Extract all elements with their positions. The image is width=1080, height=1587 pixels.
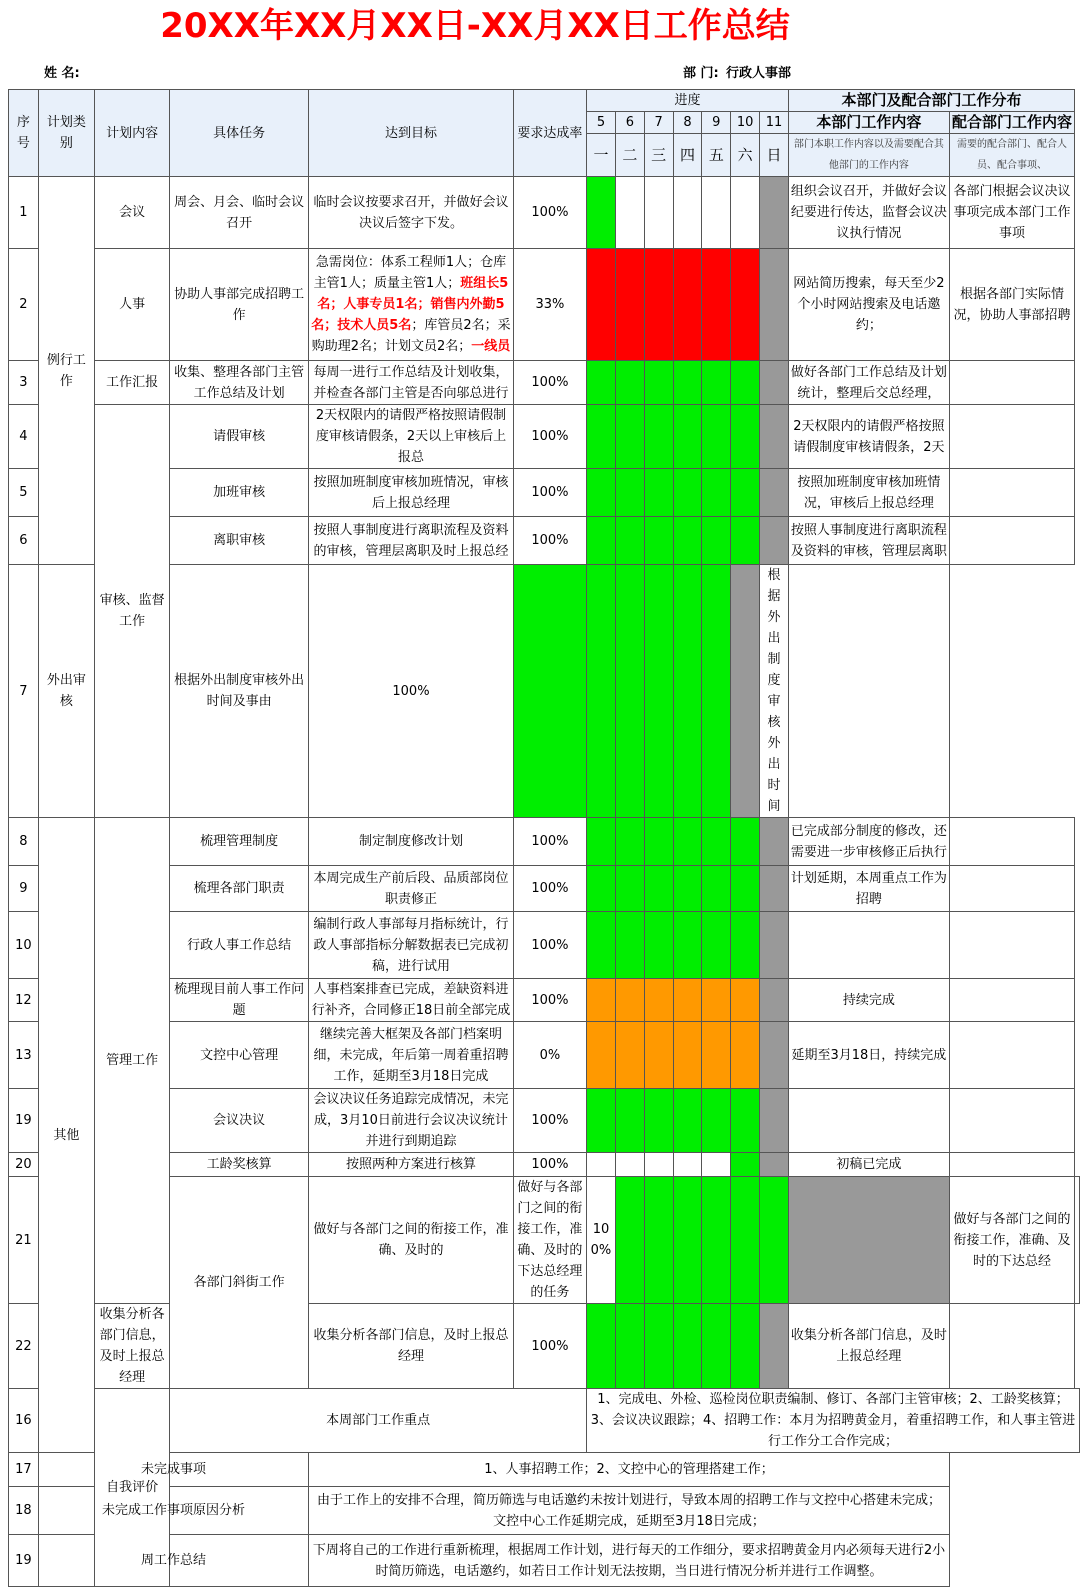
progress-cell [760,517,789,565]
day-num: 5 [587,112,616,134]
row-coop-work [949,979,1074,1022]
progress-cell [644,818,673,866]
table-row [9,565,1080,818]
table-row [9,979,1080,1022]
row-seq: 9 [9,866,39,912]
row-goal: 每周一进行工作总结及计划收集，并检查各部门主管是否向邬总进行 [309,361,514,405]
progress-cell [615,979,644,1022]
progress-cell [731,177,760,249]
eval-seq: 17 [9,1453,39,1487]
eval-label: 未完成事项 [38,1453,308,1487]
row-rate: 100% [513,1304,586,1389]
progress-cell [615,361,644,405]
content-meeting: 会议 [95,177,170,249]
progress-cell [760,1022,789,1089]
progress-cell [673,361,702,405]
progress-cell [731,866,760,912]
progress-cell [760,912,789,979]
progress-cell [587,866,616,912]
progress-cell [673,912,702,979]
row-own-work: 初稿已完成 [788,1153,949,1177]
progress-cell [760,1304,789,1389]
row-seq: 19 [9,1089,39,1153]
row-goal: 按照人事制度进行离职流程及资料的审核，管理层离职及时上报总经 [309,517,514,565]
day-cn: 日 [760,134,789,177]
table-row [9,1304,1080,1389]
progress-cell [702,517,731,565]
row-coop-work: 根据各部门实际情况，协助人事部招聘 [949,249,1074,361]
progress-cell [673,818,702,866]
row-own-work: 做好与各部门之间的衔接工作，准确、及时的下达总经 [949,1177,1074,1304]
table-row [9,1089,1080,1153]
progress-cell [731,565,760,818]
progress-cell [731,979,760,1022]
progress-cell [615,177,644,249]
row-goal: 人事档案排查已完成，差缺资料进行补齐，合同修正18日前全部完成 [309,979,514,1022]
progress-cell [731,1089,760,1153]
row-seq: 1 [9,177,39,249]
progress-cell [587,1089,616,1153]
page-title: 20XX年XX月XX日-XX月XX日工作总结 [160,6,790,46]
progress-cell [673,1304,702,1389]
row-own-work: 做好各部门工作总结及计划统计，整理后交总经理， [788,361,949,405]
row-own-work: 计划延期，本周重点工作为招聘 [788,866,949,912]
category-other: 其他 [38,818,94,1453]
progress-cell [673,177,702,249]
row-task: 收集分析各部门信息，及时上报总经理 [95,1304,170,1389]
row-goal: 临时会议按要求召开，并做好会议决议后签字下发。 [309,177,514,249]
progress-cell [644,1022,673,1089]
progress-cell [760,1177,789,1304]
eval-text: 1、人事招聘工作；2、文控中心的管理搭建工作； [309,1453,950,1487]
progress-cell [644,912,673,979]
progress-cell [760,177,789,249]
progress-cell [615,565,644,818]
progress-cell [644,405,673,469]
progress-cell [673,517,702,565]
row-coop-work [949,866,1074,912]
row-rate: 100% [513,177,586,249]
row-task: 收集、整理各部门主管工作总结及计划 [170,361,309,405]
header-coop-work: 配合部门工作内容 [949,112,1074,134]
progress-cell [731,1177,760,1304]
row-coop-work: 各部门根据会议决议事项完成本部门工作事项 [949,177,1074,249]
dept-label: 部 门: [683,66,719,81]
progress-cell [731,361,760,405]
progress-cell [615,249,644,361]
table-row [9,249,1080,361]
progress-cell [731,1022,760,1089]
row-rate: 100% [513,912,586,979]
progress-cell [731,1153,760,1177]
progress-cell [615,1022,644,1089]
row-own-work [788,1089,949,1153]
row-seq: 7 [9,565,39,818]
row-coop-work [949,1153,1074,1177]
header-distribution: 本部门及配合部门工作分布 [788,90,1074,112]
goal-highlight: 班组长5名；人事专员1名；销售内外勤5名；技术人员5名 [311,276,509,333]
day-cn: 二 [615,134,644,177]
progress-cell [587,818,616,866]
eval-label: 周工作总结 [38,1535,308,1587]
progress-cell [587,517,616,565]
progress-cell [702,405,731,469]
row-seq: 10 [9,912,39,979]
row-coop-work [949,469,1074,517]
row-goal: 继续完善大框架及各部门档案明细，未完成，年后第一周着重招聘工作，延期至3月18日完成 [309,1022,514,1089]
content-mgmt: 管理工作 [95,818,170,1304]
day-cn: 三 [644,134,673,177]
progress-cell [702,1304,731,1389]
row-seq: 12 [9,979,39,1022]
eval-label: 未完成工作事项原因分析 [38,1487,308,1535]
progress-cell [644,517,673,565]
progress-cell [702,249,731,361]
row-seq: 22 [9,1304,39,1389]
progress-cell [702,979,731,1022]
row-rate: 100% [513,405,586,469]
row-own-work: 已完成部分制度的修改，还需要进一步审核修正后执行 [788,818,949,866]
progress-cell [615,469,644,517]
table-row [9,1153,1080,1177]
progress-cell [731,912,760,979]
day-num: 6 [615,112,644,134]
row-own-work: 按照人事制度进行离职流程及资料的审核，管理层离职 [788,517,949,565]
row-coop-work [949,517,1074,565]
day-cn: 六 [731,134,760,177]
row-seq: 8 [9,818,39,866]
progress-cell [587,1153,616,1177]
progress-cell [731,405,760,469]
row-task: 文控中心管理 [170,1022,309,1089]
eval-text: 下周将自己的工作进行重新梳理，根据周工作计划，进行每天的工作细分，要求招聘黄金月内必须每天进行2小时简历筛选，电话邀约，如若日工作计划无法按期，当日进行情况分析并进行工作调整。 [309,1535,950,1587]
row-goal: 2天权限内的请假严格按照请假制度审核请假条，2天以上审核后上报总 [309,405,514,469]
progress-cell [760,469,789,517]
eval-seq: 19 [9,1535,39,1587]
day-num: 8 [673,112,702,134]
progress-cell [587,912,616,979]
header-category: 计划类别 [38,90,94,177]
progress-cell [760,979,789,1022]
progress-cell [615,1153,644,1177]
row-seq: 3 [9,361,39,405]
progress-cell [644,565,673,818]
progress-cell [615,1089,644,1153]
row-goal: 制定制度修改计划 [309,818,514,866]
progress-cell [587,405,616,469]
category-self-eval: 自我评价 [95,1389,170,1587]
progress-cell [644,177,673,249]
progress-cell [731,517,760,565]
header-task: 具体任务 [170,90,309,177]
goal-highlight: 一线员 [471,339,511,354]
row-own-work: 组织会议召开，并做好会议纪要进行传达，监督会议决议执行情况 [788,177,949,249]
eval-row [9,1535,1080,1587]
progress-cell [644,1177,673,1304]
header-progress: 进度 [587,90,789,112]
progress-cell [760,249,789,361]
progress-cell [513,565,586,818]
row-rate: 100% [587,1177,616,1304]
progress-cell [644,249,673,361]
content-coord: 各部门斜街工作 [170,1177,309,1389]
goal-part: ；库管员2名；采购助理2名；计划文员2名； [311,318,511,354]
progress-cell [673,979,702,1022]
category-routine: 例行工作 [38,177,94,565]
day-num: 7 [644,112,673,134]
row-own-work: 网站简历搜索，每天至少2个小时网站搜索及电话邀约； [788,249,949,361]
row-goal: 按照两种方案进行核算 [309,1153,514,1177]
row-rate: 100% [513,361,586,405]
progress-cell [587,1304,616,1389]
row-coop-work [949,912,1074,979]
header-coop-desc: 需要的配合部门、配合人员、配合事项、 [949,134,1074,177]
day-cn: 四 [673,134,702,177]
progress-cell [702,1177,731,1304]
row-goal: 根据外出制度审核外出时间及事由 [170,565,309,818]
progress-cell [587,249,616,361]
progress-cell [702,866,731,912]
row-own-work: 收集分析各部门信息，及时上报总经理 [788,1304,949,1389]
row-coop-work [949,818,1074,866]
row-task: 请假审核 [170,405,309,469]
row-rate: 33% [513,249,586,361]
row-rate: 100% [513,517,586,565]
content-report: 工作汇报 [95,361,170,405]
row-task: 行政人事工作总结 [170,912,309,979]
progress-cell [673,1177,702,1304]
content-hr: 人事 [95,249,170,361]
day-num: 11 [760,112,789,134]
progress-cell [731,469,760,517]
table-row [9,405,1080,469]
row-seq: 21 [9,1177,39,1304]
progress-cell [760,866,789,912]
row-seq: 13 [9,1022,39,1089]
row-task: 梳理现目前人事工作问题 [170,979,309,1022]
progress-cell [760,1153,789,1177]
row-own-work: 延期至3月18日，持续完成 [788,1022,949,1089]
progress-cell [673,565,702,818]
row-seq: 2 [9,249,39,361]
progress-cell [587,565,616,818]
progress-cell [644,1153,673,1177]
table-row [9,1177,1080,1304]
row-coop-work [949,405,1074,469]
row-task: 协助人事部完成招聘工作 [170,249,309,361]
progress-cell [644,866,673,912]
header-rate: 要求达成率 [513,90,586,177]
row-coop-work [949,1089,1074,1153]
table-row [9,1022,1080,1089]
progress-cell [673,866,702,912]
progress-cell [760,361,789,405]
row-goal: 会议决议任务追踪完成情况，未完成，3月10日前进行会议决议统计并进行到期追踪 [309,1089,514,1153]
header-own-desc: 部门本职工作内容以及需要配合其他部门的工作内容 [788,134,949,177]
row-task: 梳理各部门职责 [170,866,309,912]
eval-text: 由于工作上的安排不合理，简历筛选与电话邀约未按计划进行，导致本周的招聘工作与文控中心搭建未完成；文控中心工作延期完成，延期至3月18日完成； [309,1487,950,1535]
row-task: 会议决议 [170,1089,309,1153]
row-rate: 0% [513,1022,586,1089]
row-coop-work [949,1304,1074,1389]
progress-cell [702,177,731,249]
progress-cell [587,1022,616,1089]
progress-cell [587,979,616,1022]
row-seq: 6 [9,517,39,565]
progress-cell [673,1089,702,1153]
goal-part: 急需岗位：体系工程师1人；仓库主管1人；质量主管1人； [313,255,507,291]
eval-row [9,1389,1080,1453]
row-own-work: 2天权限内的请假严格按照请假制度审核请假条，2天 [788,405,949,469]
eval-text: 1、完成电、外检、巡检岗位职责编制、修订、各部门主管审核；2、工龄奖核算；3、会议决议跟踪；4、招聘工作：本月为招聘黄金月，着重招聘工作，和人事主管进行工作分工合作完成； [587,1389,1080,1453]
table-row [9,517,1080,565]
progress-cell [702,361,731,405]
row-task: 离职审核 [170,517,309,565]
row-rate: 100% [309,565,514,818]
day-num: 9 [702,112,731,134]
eval-row [9,1487,1080,1535]
progress-cell [760,405,789,469]
row-goal: 本周完成生产前后段、品质部岗位职责修正 [309,866,514,912]
row-goal: 编制行政人事部每月指标统计，行政人事部指标分解数据表已完成初稿，进行试用 [309,912,514,979]
progress-cell [702,912,731,979]
progress-cell [731,249,760,361]
progress-cell [788,1177,949,1304]
row-rate: 100% [513,469,586,517]
eval-label: 本周部门工作重点 [170,1389,587,1453]
table-row [9,361,1080,405]
header-content: 计划内容 [95,90,170,177]
eval-seq: 18 [9,1487,39,1535]
table-row [9,469,1080,517]
row-seq: 5 [9,469,39,517]
progress-cell [587,361,616,405]
row-own-work: 按照加班制度审核加班情况，审核后上报总经理 [788,469,949,517]
progress-cell [615,1304,644,1389]
progress-cell [615,405,644,469]
progress-cell [615,866,644,912]
progress-cell [644,979,673,1022]
progress-cell [615,818,644,866]
row-own-work [788,912,949,979]
day-num: 10 [731,112,760,134]
row-task: 加班审核 [170,469,309,517]
row-seq: 4 [9,405,39,469]
row-task: 做好与各部门之间的衔接工作，准确、及时的 [309,1177,514,1304]
eval-row [9,1453,1080,1487]
row-task: 工龄奖核算 [170,1153,309,1177]
row-rate: 100% [513,818,586,866]
row-coop-work [949,361,1074,405]
row-rate: 100% [513,1089,586,1153]
header-goal: 达到目标 [309,90,514,177]
day-cn: 五 [702,134,731,177]
row-goal: 收集分析各部门信息，及时上报总经理 [309,1304,514,1389]
content-audit: 审核、监督工作 [95,405,170,818]
header-seq: 序号 [9,90,39,177]
progress-cell [615,517,644,565]
row-coop-work [788,565,949,818]
progress-cell [702,1089,731,1153]
progress-cell [644,1089,673,1153]
row-goal: 按照加班制度审核加班情况，审核后上报总经理 [309,469,514,517]
progress-cell [644,361,673,405]
row-goal [309,249,514,361]
progress-cell [731,1304,760,1389]
row-seq: 20 [9,1153,39,1177]
progress-cell [587,177,616,249]
row-task: 梳理管理制度 [170,818,309,866]
table-row [9,177,1080,249]
row-rate: 100% [513,866,586,912]
progress-cell [702,565,731,818]
progress-cell [673,1153,702,1177]
header-own-work: 本部门工作内容 [788,112,949,134]
row-goal: 做好与各部门之间的衔接工作，准确、及时的下达总经理的任务 [513,1177,586,1304]
row-rate: 100% [513,979,586,1022]
table-row [9,866,1080,912]
progress-cell [760,1089,789,1153]
name-label: 姓 名: [44,66,80,81]
progress-cell [702,469,731,517]
progress-cell [673,469,702,517]
progress-cell [702,1153,731,1177]
progress-cell [673,249,702,361]
row-task: 外出审核 [38,565,94,818]
row-own-work: 根据外出制度审核外出时间 [760,565,789,818]
row-rate: 100% [513,1153,586,1177]
progress-cell [615,1177,644,1304]
progress-cell [587,469,616,517]
row-coop-work [949,1022,1074,1089]
summary-table [8,89,1080,1587]
progress-cell [644,1304,673,1389]
table-row [9,912,1080,979]
row-task: 周会、月会、临时会议召开 [170,177,309,249]
day-cn: 一 [587,134,616,177]
progress-cell [760,818,789,866]
progress-cell [702,1022,731,1089]
row-coop-work [1075,1177,1080,1304]
progress-cell [673,405,702,469]
progress-cell [731,818,760,866]
progress-cell [673,1022,702,1089]
progress-cell [702,818,731,866]
eval-seq: 16 [9,1389,39,1453]
progress-cell [644,469,673,517]
progress-cell [615,912,644,979]
table-row [9,818,1080,866]
dept-value: 行政人事部 [726,66,792,81]
row-own-work: 持续完成 [788,979,949,1022]
